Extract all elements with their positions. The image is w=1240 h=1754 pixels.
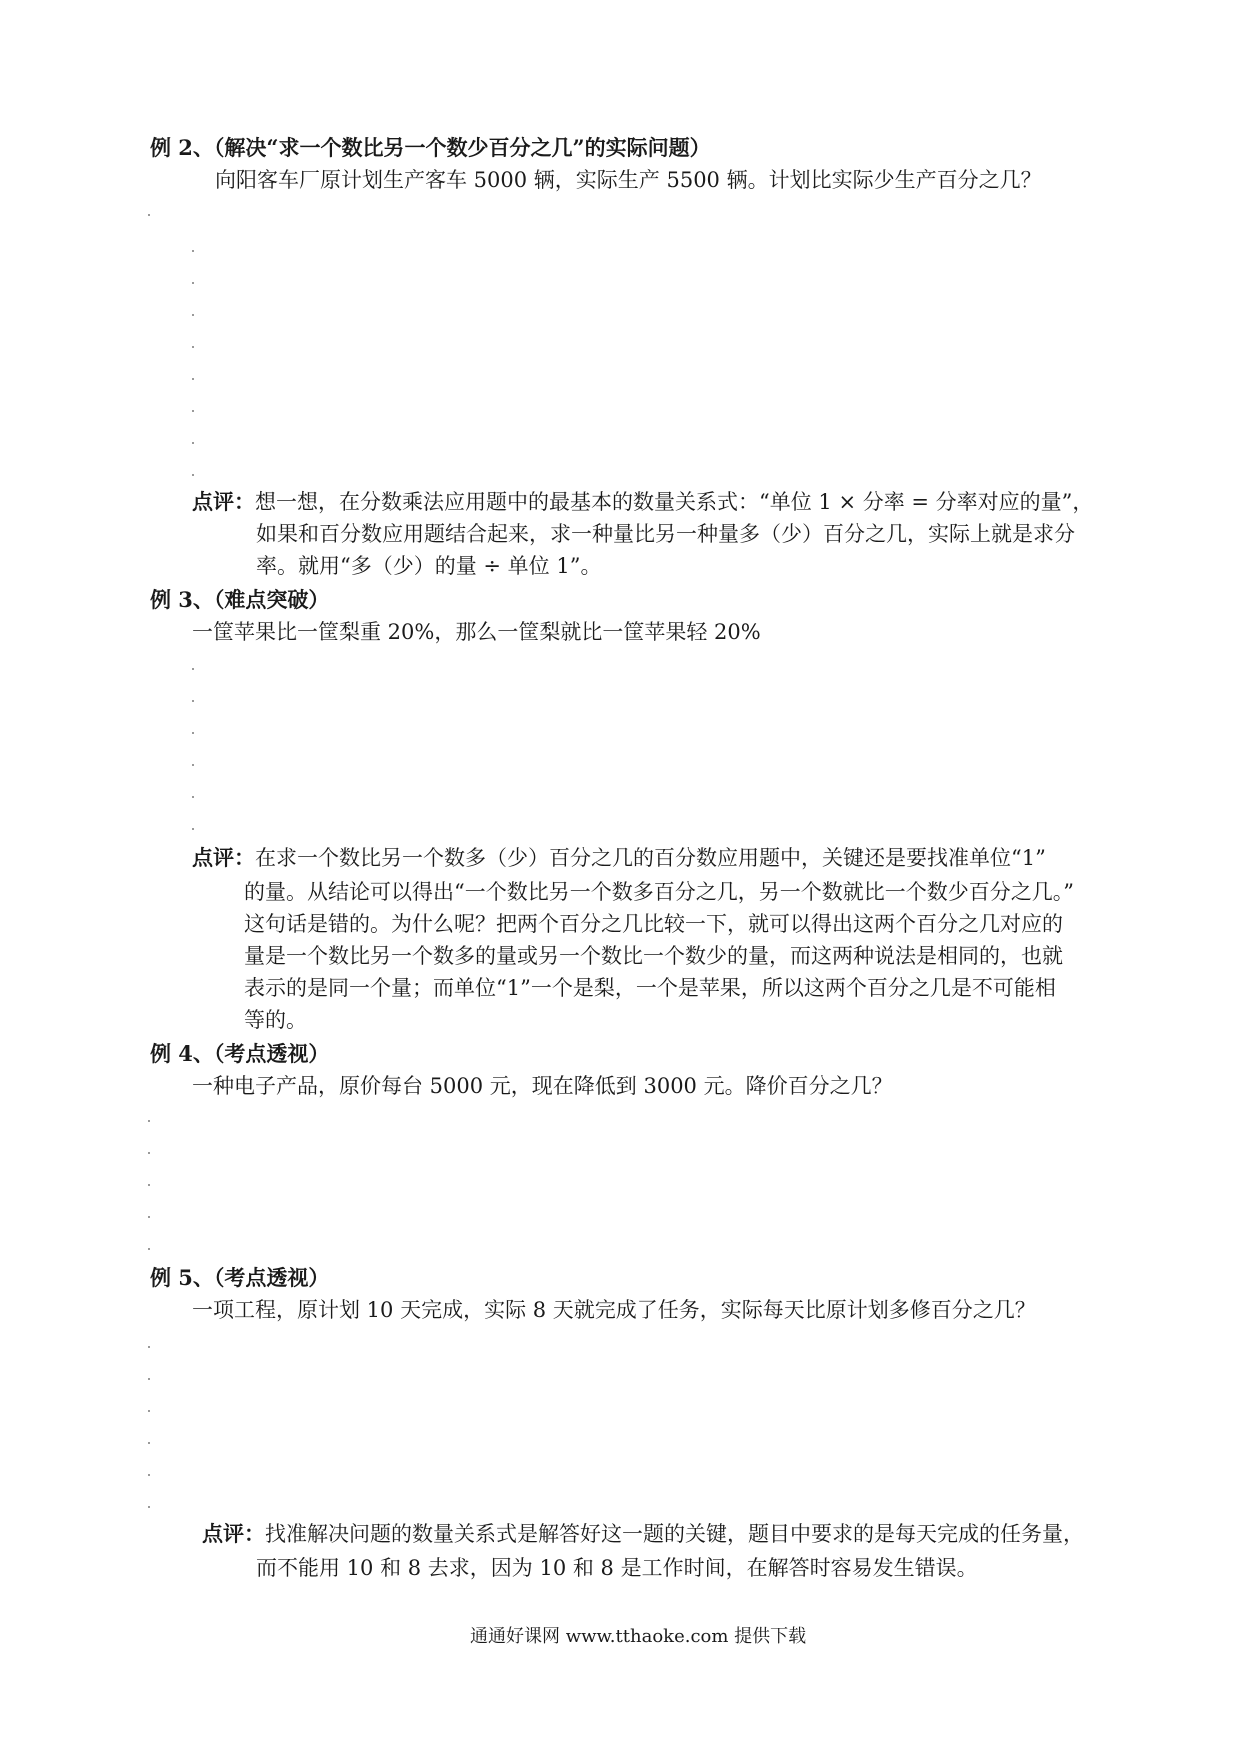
blank-line-marker	[148, 1442, 150, 1444]
blank-line-marker	[148, 1410, 150, 1412]
blank-line-marker	[148, 1152, 150, 1154]
blank-line-marker	[192, 764, 194, 766]
blank-line-marker	[192, 378, 194, 380]
example-3-title: 例 3、（难点突破）	[150, 587, 330, 612]
comment-line: 表示的是同一个量；而单位“1”一个是梨，一个是苹果，所以这两个百分之几是不可能相	[244, 976, 1056, 1000]
blank-line-marker	[192, 796, 194, 798]
comment-line: 的量。从结论可以得出“一个数比另一个数多百分之几，另一个数就比一个数少百分之几。”	[244, 880, 1074, 904]
example-3-problem: 一筐苹果比一筐梨重 20%，那么一筐梨就比一筐苹果轻 20%	[192, 620, 761, 644]
comment-line: 找准解决问题的数量关系式是解答好这一题的关键，题目中要求的是每天完成的任务量，	[265, 1522, 1084, 1546]
comment-line: 而不能用 10 和 8 去求，因为 10 和 8 是工作时间，在解答时容易发生错误。	[256, 1556, 978, 1580]
blank-line-marker	[148, 214, 150, 216]
comment-label: 点评：	[192, 845, 255, 870]
comment-line: 想一想，在分数乘法应用题中的最基本的数量关系式：“单位 1 × 分率 = 分率对应的量”，	[255, 490, 1094, 514]
example-3-comment	[192, 842, 1046, 874]
comment-label: 点评：	[192, 489, 255, 514]
example-4-title: 例 4、（考点透视）	[150, 1041, 330, 1066]
example-4-problem: 一种电子产品，原价每台 5000 元，现在降低到 3000 元。降价百分之几？	[192, 1074, 893, 1098]
blank-line-marker	[148, 1378, 150, 1380]
comment-label: 点评：	[202, 1521, 265, 1546]
blank-line-marker	[192, 732, 194, 734]
comment-line: 量是一个数比另一个数多的量或另一个数比一个数少的量，而这两种说法是相同的，也就	[244, 944, 1063, 968]
blank-line-marker	[192, 282, 194, 284]
comment-line: 这句话是错的。为什么呢？把两个百分之几比较一下，就可以得出这两个百分之几对应的	[244, 912, 1063, 936]
blank-line-marker	[148, 1248, 150, 1250]
blank-line-marker	[192, 442, 194, 444]
footer-credit: 通通好课网 www.tthaoke.com 提供下载	[470, 1626, 807, 1647]
example-5-comment	[202, 1518, 1084, 1550]
comment-line: 等的。	[244, 1008, 307, 1032]
blank-line-marker	[192, 474, 194, 476]
blank-line-marker	[192, 700, 194, 702]
example-2-problem: 向阳客车厂原计划生产客车 5000 辆，实际生产 5500 辆。计划比实际少生产百分之几？	[215, 168, 1042, 192]
blank-line-marker	[148, 1506, 150, 1508]
blank-line-marker	[148, 1184, 150, 1186]
blank-line-marker	[192, 346, 194, 348]
blank-line-marker	[192, 410, 194, 412]
blank-line-marker	[148, 1120, 150, 1122]
example-2-title: 例 2、（解决“求一个数比另一个数少百分之几”的实际问题）	[150, 135, 711, 160]
blank-line-marker	[148, 1474, 150, 1476]
blank-line-marker	[148, 1346, 150, 1348]
blank-line-marker	[192, 314, 194, 316]
blank-line-marker	[148, 1216, 150, 1218]
blank-line-marker	[192, 250, 194, 252]
blank-line-marker	[192, 828, 194, 830]
example-5-title: 例 5、（考点透视）	[150, 1265, 330, 1290]
comment-line: 在求一个数比另一个数多（少）百分之几的百分数应用题中，关键还是要找准单位“1”	[255, 846, 1046, 870]
example-5-problem: 一项工程，原计划 10 天完成，实际 8 天就完成了任务，实际每天比原计划多修百分之几？	[192, 1298, 1036, 1322]
comment-line: 率。就用“多（少）的量 ÷ 单位 1”。	[256, 554, 602, 578]
example-2-comment	[192, 486, 1093, 518]
comment-line: 如果和百分数应用题结合起来，求一种量比另一种量多（少）百分之几，实际上就是求分	[256, 522, 1075, 546]
blank-line-marker	[192, 668, 194, 670]
